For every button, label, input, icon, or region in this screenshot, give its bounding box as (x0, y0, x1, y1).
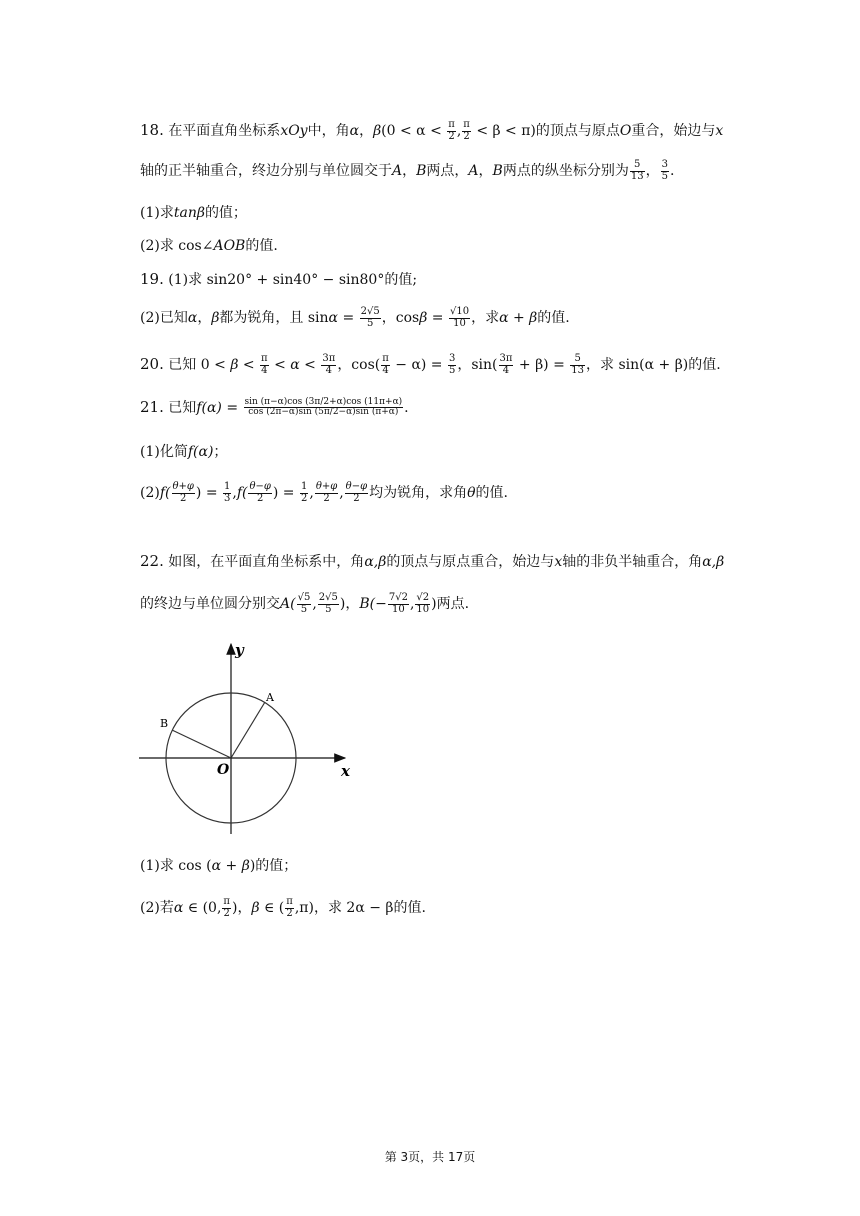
p21-q1: (1)化简f(α)； (140, 444, 228, 460)
fraction: $\frac{\pi}{4}$ (382, 353, 389, 376)
fraction: $\frac{5}{13}$ (630, 159, 644, 182)
p18-q2: (2)求 cos∠AOB的值. (140, 238, 278, 254)
fraction: $\frac{\pi}{2}$ (448, 119, 455, 142)
fraction: $\frac{\theta-\varphi}{2}$ (345, 481, 368, 504)
label-x: x (341, 762, 350, 780)
p22-q1: (1)求 cos (α + β)的值； (140, 858, 298, 874)
p18-line1: 18. 在平面直角坐标系xOy中，角α，β(0 < α < $\frac{\pi}{2}$ , $\frac{\pi}{2}$ < β < π)的顶点与原点O重合，始边与x (140, 119, 724, 142)
page-footer: 第 3页，共 17页 (384, 1150, 476, 1164)
fraction: $\frac{5}{13}$ (571, 353, 585, 376)
p19-line2: (2)已知α，β都为锐角，且 sinα = $\frac{2√5}{5}$ ，cosβ = $\frac{√10}{10}$ ，求α + β的值. (140, 306, 570, 329)
fraction: $\frac{\sin (\pi-\alpha)\cos (3\pi/2+\alpha)\cos (11\pi+\alpha)}{\cos (2\pi-\alpha)\sin (5\pi/2-\alpha)\sin (\pi+\alpha)}$ (244, 397, 403, 418)
p18-q1: (1)求tanβ的值； (140, 205, 247, 221)
fraction: $\frac{7√2}{10}$ (388, 592, 408, 615)
p19-line1: 19. (1)求 sin20° + sin40° − sin80°的值; (140, 270, 418, 288)
fraction: $\frac{\theta+\varphi}{2}$ (172, 481, 194, 504)
fraction: $\frac{\pi}{2}$ (223, 896, 230, 919)
p20-line: 20. 已知 0 < β < $\frac{\pi}{4}$ < α < $\frac{3\pi}{4}$ ，cos( $\frac{\pi}{4}$ − α) = $\frac{3}{5}$ ，sin( $\frac{3\pi}{4}$ + β) = $\frac{5}{13}$ ，求 sin(α + β)的值. (140, 353, 721, 376)
fraction: $\frac{√5}{5}$ (297, 592, 311, 615)
fraction: $\frac{\pi}{2}$ (286, 896, 293, 919)
fraction: $\frac{\pi}{2}$ (463, 119, 470, 142)
fraction: $\frac{3}{5}$ (661, 159, 668, 182)
fraction: $\frac{\pi}{4}$ (261, 353, 268, 376)
fraction: $\frac{√2}{10}$ (416, 592, 430, 615)
label-y: y (235, 641, 244, 659)
fraction: $\frac{3}{5}$ (449, 353, 456, 376)
fraction: $\frac{2√5}{5}$ (360, 306, 380, 329)
fraction: $\frac{\theta-\varphi}{2}$ (249, 481, 271, 504)
label-O: O (217, 762, 230, 778)
fraction: $\frac{√10}{10}$ (449, 306, 470, 329)
fraction: $\frac{2√5}{5}$ (318, 592, 338, 615)
p22-line1: 22. 如图，在平面直角坐标系中，角α,β的顶点与原点重合，始边与x轴的非负半轴重合，角α,β (140, 552, 725, 570)
p21-q2: (2)f( $\frac{\theta+\varphi}{2}$ ) = $\frac{1}{3}$ ,f( $\frac{\theta-\varphi}{2}$ ) = $\frac{1}{2}$ , $\frac{\theta+\varphi}{2}$ , $\frac{\theta-\varphi}{2}$ 均为锐角，求角θ的值. (140, 481, 508, 504)
fraction: $\frac{1}{2}$ (300, 481, 308, 504)
ray-OB (172, 730, 231, 758)
fraction: $\frac{\theta+\varphi}{2}$ (315, 481, 338, 504)
p22-q2: (2)若α ∈ (0, $\frac{\pi}{2}$ )，β ∈ ( $\frac{\pi}{2}$ ,π)，求 2α − β的值. (140, 896, 426, 919)
label-B: B (160, 717, 169, 730)
fraction: $\frac{3\pi}{4}$ (322, 353, 336, 376)
p21-line1: 21. 已知f(α) = $\frac{\sin (\pi-\alpha)\cos (3\pi/2+\alpha)\cos (11\pi+\alpha)}{\cos (2\pi-\alpha)\sin (5\pi/2-\alpha)\sin (\pi+\alpha)}$ . (140, 397, 409, 418)
fraction: $\frac{1}{3}$ (224, 481, 231, 504)
label-A: A (266, 691, 274, 704)
unit-circle-figure (135, 638, 360, 838)
fraction: $\frac{3\pi}{4}$ (499, 353, 513, 376)
p22-line2: 的终边与单位圆分别交A( $\frac{√5}{5}$ , $\frac{2√5}{5}$ )，B(− $\frac{7√2}{10}$ , $\frac{√2}{10}$ )两点. (140, 592, 470, 615)
ray-OA (231, 702, 265, 758)
p18-line2: 轴的正半轴重合，终边分别与单位圆交于A，B两点，A，B两点的纵坐标分别为 $\frac{5}{13}$ ， $\frac{3}{5}$ . (140, 159, 675, 182)
